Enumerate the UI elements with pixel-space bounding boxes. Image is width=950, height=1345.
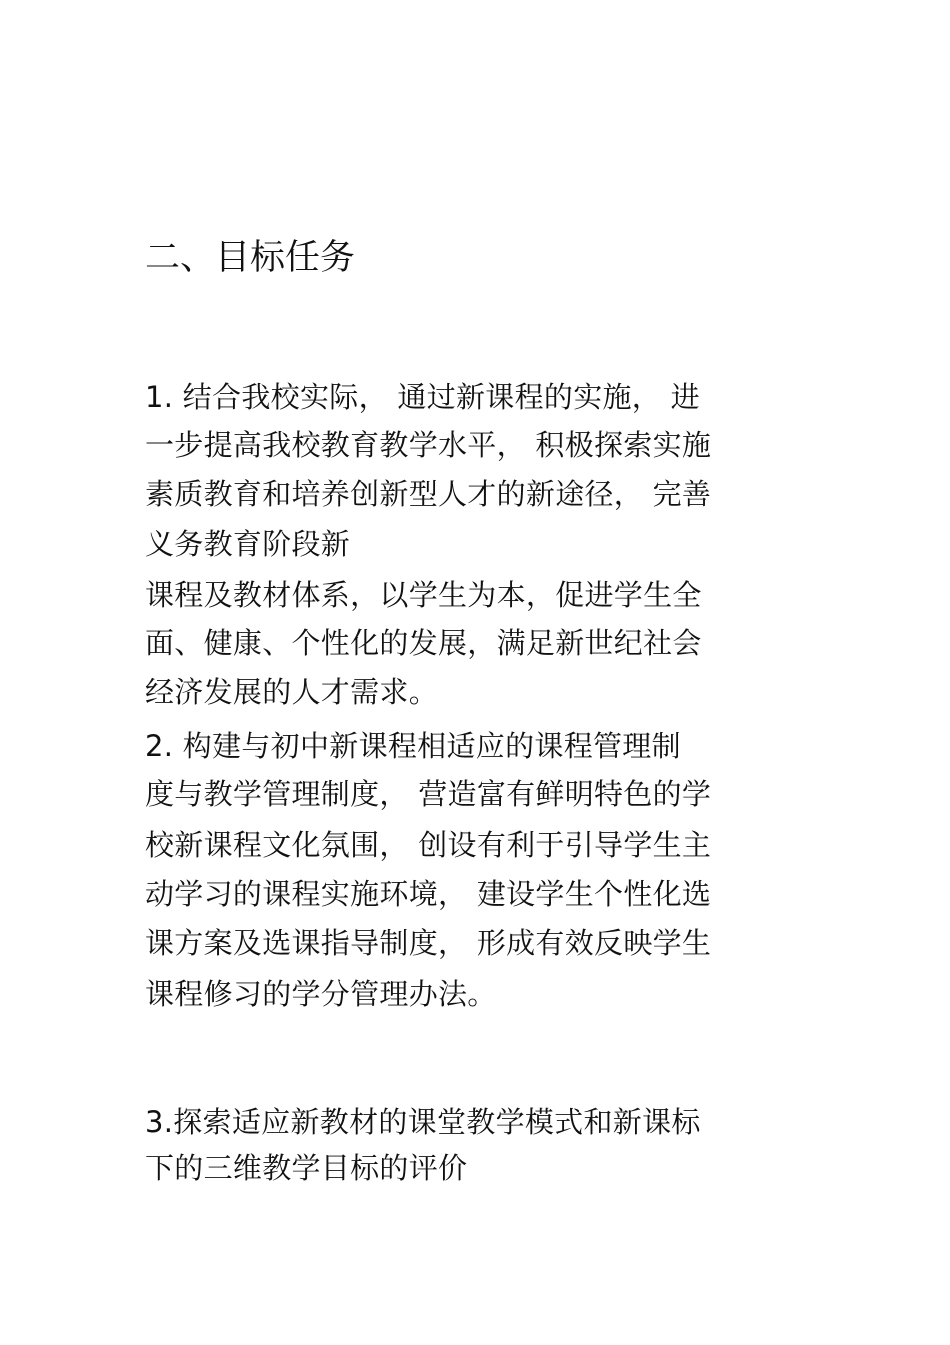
paragraph-2-line-4: 动学习的课程实施环境， 建设学生个性化选 <box>145 877 712 911</box>
section-heading: 二、目标任务 <box>145 238 356 278</box>
paragraph-1-line-1: 1. 结合我校实际， 通过新课程的实施， 进 <box>145 380 700 414</box>
paragraph-2-line-3: 校新课程文化氛围， 创设有利于引导学生主 <box>145 828 712 862</box>
paragraph-1-line-6: 面、健康、个性化的发展，满足新世纪社会 <box>145 626 702 660</box>
paragraph-1-line-5: 课程及教材体系，以学生为本，促进学生全 <box>145 578 702 612</box>
paragraph-3-line-1: 3.探索适应新教材的课堂教学模式和新课标 <box>145 1105 701 1139</box>
paragraph-2-line-2: 度与教学管理制度， 营造富有鲜明特色的学 <box>145 777 712 811</box>
paragraph-1-line-7: 经济发展的人才需求。 <box>145 675 439 709</box>
paragraph-2-line-1: 2. 构建与初中新课程相适应的课程管理制 <box>145 729 681 763</box>
paragraph-1-line-3: 素质教育和培养创新型人才的新途径， 完善 <box>145 477 712 511</box>
paragraph-3-line-2: 下的三维教学目标的评价 <box>145 1151 468 1185</box>
paragraph-2-line-5: 课方案及选课指导制度， 形成有效反映学生 <box>145 926 712 960</box>
paragraph-1-line-2: 一步提高我校教育教学水平， 积极探索实施 <box>145 428 712 462</box>
paragraph-1-line-4: 义务教育阶段新 <box>145 527 351 561</box>
paragraph-2-line-6: 课程修习的学分管理办法。 <box>145 977 497 1011</box>
